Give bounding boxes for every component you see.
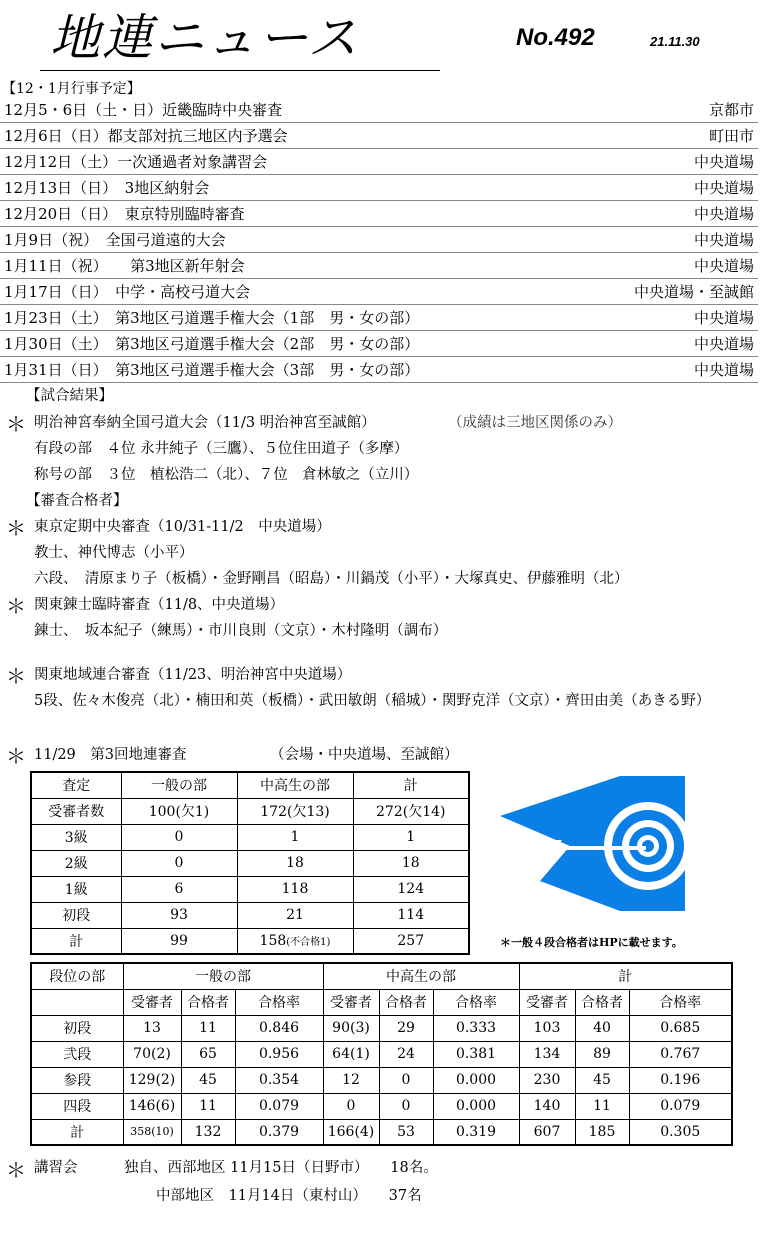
schedule-place: 町田市: [708, 127, 754, 145]
table-cell: 0.079: [235, 1093, 323, 1119]
bullet-star: ＊: [6, 412, 26, 436]
table-cell: 45: [575, 1067, 629, 1093]
schedule-event: 12月5・6日（土・日）近畿臨時中央審査: [4, 101, 283, 119]
exam2-title: 関東錬士臨時審査（11/8、中央道場）: [34, 597, 285, 613]
table-header-cell: 計: [353, 772, 469, 798]
table-cell: 0.767: [629, 1041, 732, 1067]
table-header-cell: 中高生の部: [237, 772, 353, 798]
table-cell: 185: [575, 1119, 629, 1145]
title-underline: [40, 70, 440, 71]
table-cell: 初段: [31, 1015, 123, 1041]
schedule-place: 中央道場・至誠館: [633, 283, 754, 301]
table-header-row: [31, 772, 469, 798]
seminar-line-2: 中部地区 11月14日（東村山） 37名: [156, 1188, 422, 1204]
table-row: [31, 798, 469, 824]
results-event: 明治神宮奉納全国弓道大会（11/3 明治神宮至誠館）: [34, 415, 376, 431]
issue-number: No.492: [516, 24, 595, 51]
hp-note: ＊一般４段合格者はHPに載せます。: [500, 936, 683, 949]
table-cell: 0.846: [235, 1015, 323, 1041]
schedule-event: 1月30日（土） 第3地区弓道選手権大会（2部 男・女の部）: [4, 335, 420, 353]
table-cell: 0.685: [629, 1015, 732, 1041]
table-cell: 99: [121, 928, 237, 954]
table-cell: 29: [379, 1015, 433, 1041]
table-header-cell: 合格率: [433, 989, 519, 1015]
table-cell: [237, 928, 353, 954]
table-cell: 0.956: [235, 1041, 323, 1067]
table-row: [31, 1093, 732, 1119]
kyu-results-table: [30, 771, 470, 955]
table-cell: 0.000: [433, 1067, 519, 1093]
schedule-row: [0, 97, 758, 123]
bullet-star: ＊: [6, 1158, 26, 1182]
schedule-place: 中央道場: [693, 361, 754, 379]
table-cell: 230: [519, 1067, 575, 1093]
archery-target-icon: [500, 776, 700, 926]
schedule-event: 12月12日（土）一次通過者対象講習会: [4, 153, 268, 171]
table-row: [31, 1119, 732, 1145]
table-cell: 0: [379, 1067, 433, 1093]
table-header-cell: 中高生の部: [323, 963, 519, 989]
table-cell: 53: [379, 1119, 433, 1145]
exam1-line-1: 教士、神代博志（小平）: [34, 545, 194, 561]
schedule-place: 中央道場: [693, 179, 754, 197]
table-cell: 140: [519, 1093, 575, 1119]
table-row: [31, 1015, 732, 1041]
table-cell: 132: [181, 1119, 235, 1145]
passers-heading: 【審査合格者】: [26, 493, 128, 509]
seminar-label: 講習会: [34, 1160, 78, 1176]
table-cell: 93: [121, 902, 237, 928]
schedule-event: 1月9日（祝） 全国弓道遠的大会: [4, 231, 226, 249]
schedule-heading: 【12・1月行事予定】: [2, 81, 141, 97]
table-cell: 11: [575, 1093, 629, 1119]
table-cell: 129(2): [123, 1067, 181, 1093]
schedule-row: [0, 357, 758, 383]
schedule-place: 中央道場: [693, 231, 754, 249]
schedule-place: 中央道場: [693, 309, 754, 327]
table-cell: 90(3): [323, 1015, 379, 1041]
schedule-place: 中央道場: [693, 335, 754, 353]
table-cell: 12: [323, 1067, 379, 1093]
table-header-cell: 合格率: [629, 989, 732, 1015]
table-header-cell: 合格者: [181, 989, 235, 1015]
table-cell: 607: [519, 1119, 575, 1145]
table-cell: 146(6): [123, 1093, 181, 1119]
exam3rd-venue: （会場・中央道場、至誠館）: [270, 747, 459, 763]
results-heading: 【試合結果】: [26, 388, 113, 404]
schedule-place: 中央道場: [693, 205, 754, 223]
schedule-place: 中央道場: [693, 153, 754, 171]
table-row: [31, 902, 469, 928]
table-cell: 89: [575, 1041, 629, 1067]
bullet-star: ＊: [6, 516, 26, 540]
schedule-row: [0, 279, 758, 305]
table-cell: 0: [121, 824, 237, 850]
schedule-row: [0, 305, 758, 331]
table-cell: 計: [31, 1119, 123, 1145]
table-cell: 0.079: [629, 1093, 732, 1119]
table-cell: 計: [31, 928, 121, 954]
table-cell: 70(2): [123, 1041, 181, 1067]
table-cell: 0.000: [433, 1093, 519, 1119]
issue-date: 21.11.30: [650, 34, 700, 49]
table-header-cell: 受審者: [519, 989, 575, 1015]
table-cell: 0.354: [235, 1067, 323, 1093]
table-group-header-row: [31, 963, 732, 989]
table-cell: 1: [353, 824, 469, 850]
table-cell: 134: [519, 1041, 575, 1067]
schedule-place: 京都市: [708, 101, 754, 119]
schedule-event: 12月6日（日）都支部対抗三地区内予選会: [4, 127, 288, 145]
table-cell: 0.379: [235, 1119, 323, 1145]
table-cell: 1級: [31, 876, 121, 902]
table-header-cell: 合格率: [235, 989, 323, 1015]
dan-results-table: [30, 962, 733, 1146]
exam3-title: 関東地域連合審査（11/23、明治神宮中央道場）: [34, 667, 352, 683]
table-row: [31, 850, 469, 876]
table-row: [31, 876, 469, 902]
bullet-star: ＊: [6, 744, 26, 768]
bullet-star: ＊: [6, 594, 26, 618]
table-cell: 21: [237, 902, 353, 928]
table-cell: 2級: [31, 850, 121, 876]
table-header-cell: 合格者: [575, 989, 629, 1015]
exam1-title: 東京定期中央審査（10/31-11/2 中央道場）: [34, 519, 331, 535]
table-cell: 18: [353, 850, 469, 876]
table-header-cell: 計: [519, 963, 732, 989]
table-header-cell: 受審者: [123, 989, 181, 1015]
table-cell: 0.319: [433, 1119, 519, 1145]
table-cell: 0.196: [629, 1067, 732, 1093]
exam3rd-title: 11/29 第3回地連審査: [34, 747, 187, 763]
table-cell: 受審者数: [31, 798, 121, 824]
newsletter-title: 地連ニュース: [50, 9, 360, 67]
table-cell: 100(欠1): [121, 798, 237, 824]
bullet-star: ＊: [6, 664, 26, 688]
schedule-event: 12月20日（日） 東京特別臨時審査: [4, 205, 245, 223]
table-cell: 257: [353, 928, 469, 954]
table-cell: 114: [353, 902, 469, 928]
table-cell: 0.333: [433, 1015, 519, 1041]
table-header-cell: 受審者: [323, 989, 379, 1015]
table-row: [31, 1041, 732, 1067]
table-row: [31, 928, 469, 954]
table-cell: 0.381: [433, 1041, 519, 1067]
seminar-line-1: 独自、西部地区 11月15日（日野市） 18名。: [124, 1160, 438, 1176]
table-cell: 弐段: [31, 1041, 123, 1067]
table-cell: 0: [121, 850, 237, 876]
table-cell: 6: [121, 876, 237, 902]
table-header-cell: 一般の部: [123, 963, 323, 989]
table-cell: 参段: [31, 1067, 123, 1093]
table-cell: 358(10): [123, 1119, 181, 1145]
table-cell: 3級: [31, 824, 121, 850]
results-line-2: 称号の部 ３位 植松浩二（北）、７位 倉林敏之（立川）: [34, 467, 419, 483]
table-header-cell: 合格者: [379, 989, 433, 1015]
table-sub-header-row: [31, 989, 732, 1015]
table-cell: 13: [123, 1015, 181, 1041]
table-cell: 四段: [31, 1093, 123, 1119]
table-header-cell: 一般の部: [121, 772, 237, 798]
table-row: [31, 1067, 732, 1093]
table-cell-value: 158: [259, 932, 287, 949]
schedule-event: 1月11日（祝） 第3地区新年射会: [4, 257, 245, 275]
table-cell: 18: [237, 850, 353, 876]
schedule-row: [0, 201, 758, 227]
table-cell: 124: [353, 876, 469, 902]
exam3-line-1: 5段、佐々木俊亮（北）・楠田和英（板橋）・武田敏朗（稲城）・関野克洋（文京）・齊田由美（あきる野）: [34, 693, 711, 709]
table-cell: 初段: [31, 902, 121, 928]
exam1-line-2: 六段、 清原まり子（板橋）・金野剛昌（昭島）・川鍋茂（小平）・大塚真史、伊藤雅明（北）: [34, 571, 629, 587]
schedule-event: 12月13日（日） 3地区納射会: [4, 179, 210, 197]
schedule-row: [0, 123, 758, 149]
table-cell: 272(欠14): [353, 798, 469, 824]
table-cell: 11: [181, 1015, 235, 1041]
schedule-row: [0, 331, 758, 357]
table-cell: 0: [323, 1093, 379, 1119]
schedule-row: [0, 175, 758, 201]
table-cell: 0: [379, 1093, 433, 1119]
table-cell: 64(1): [323, 1041, 379, 1067]
table-cell: 40: [575, 1015, 629, 1041]
table-cell: 1: [237, 824, 353, 850]
results-event-note: （成績は三地区関係のみ）: [448, 415, 622, 431]
table-cell: 118: [237, 876, 353, 902]
table-header-cell: [31, 989, 123, 1015]
schedule-event: 1月31日（日） 第3地区弓道選手権大会（3部 男・女の部）: [4, 361, 420, 379]
fail-note: (不合格1): [286, 936, 331, 948]
table-cell: 166(4): [323, 1119, 379, 1145]
schedule-row: [0, 149, 758, 175]
table-header-cell: 査定: [31, 772, 121, 798]
table-row: [31, 824, 469, 850]
table-cell: 103: [519, 1015, 575, 1041]
schedule-row: [0, 253, 758, 279]
exam2-line-1: 錬士、 坂本紀子（練馬）・市川良則（文京）・木村隆明（調布）: [34, 623, 448, 639]
table-cell: 45: [181, 1067, 235, 1093]
schedule-row: [0, 227, 758, 253]
table-cell: 24: [379, 1041, 433, 1067]
schedule-event: 1月17日（日） 中学・高校弓道大会: [4, 283, 251, 301]
schedule-event: 1月23日（土） 第3地区弓道選手権大会（1部 男・女の部）: [4, 309, 420, 327]
table-header-cell: 段位の部: [31, 963, 123, 989]
table-cell: 0.305: [629, 1119, 732, 1145]
results-line-1: 有段の部 ４位 永井純子（三鷹）、５位住田道子（多摩）: [34, 441, 409, 457]
table-cell: 65: [181, 1041, 235, 1067]
table-cell: 11: [181, 1093, 235, 1119]
schedule-place: 中央道場: [693, 257, 754, 275]
table-cell: 172(欠13): [237, 798, 353, 824]
